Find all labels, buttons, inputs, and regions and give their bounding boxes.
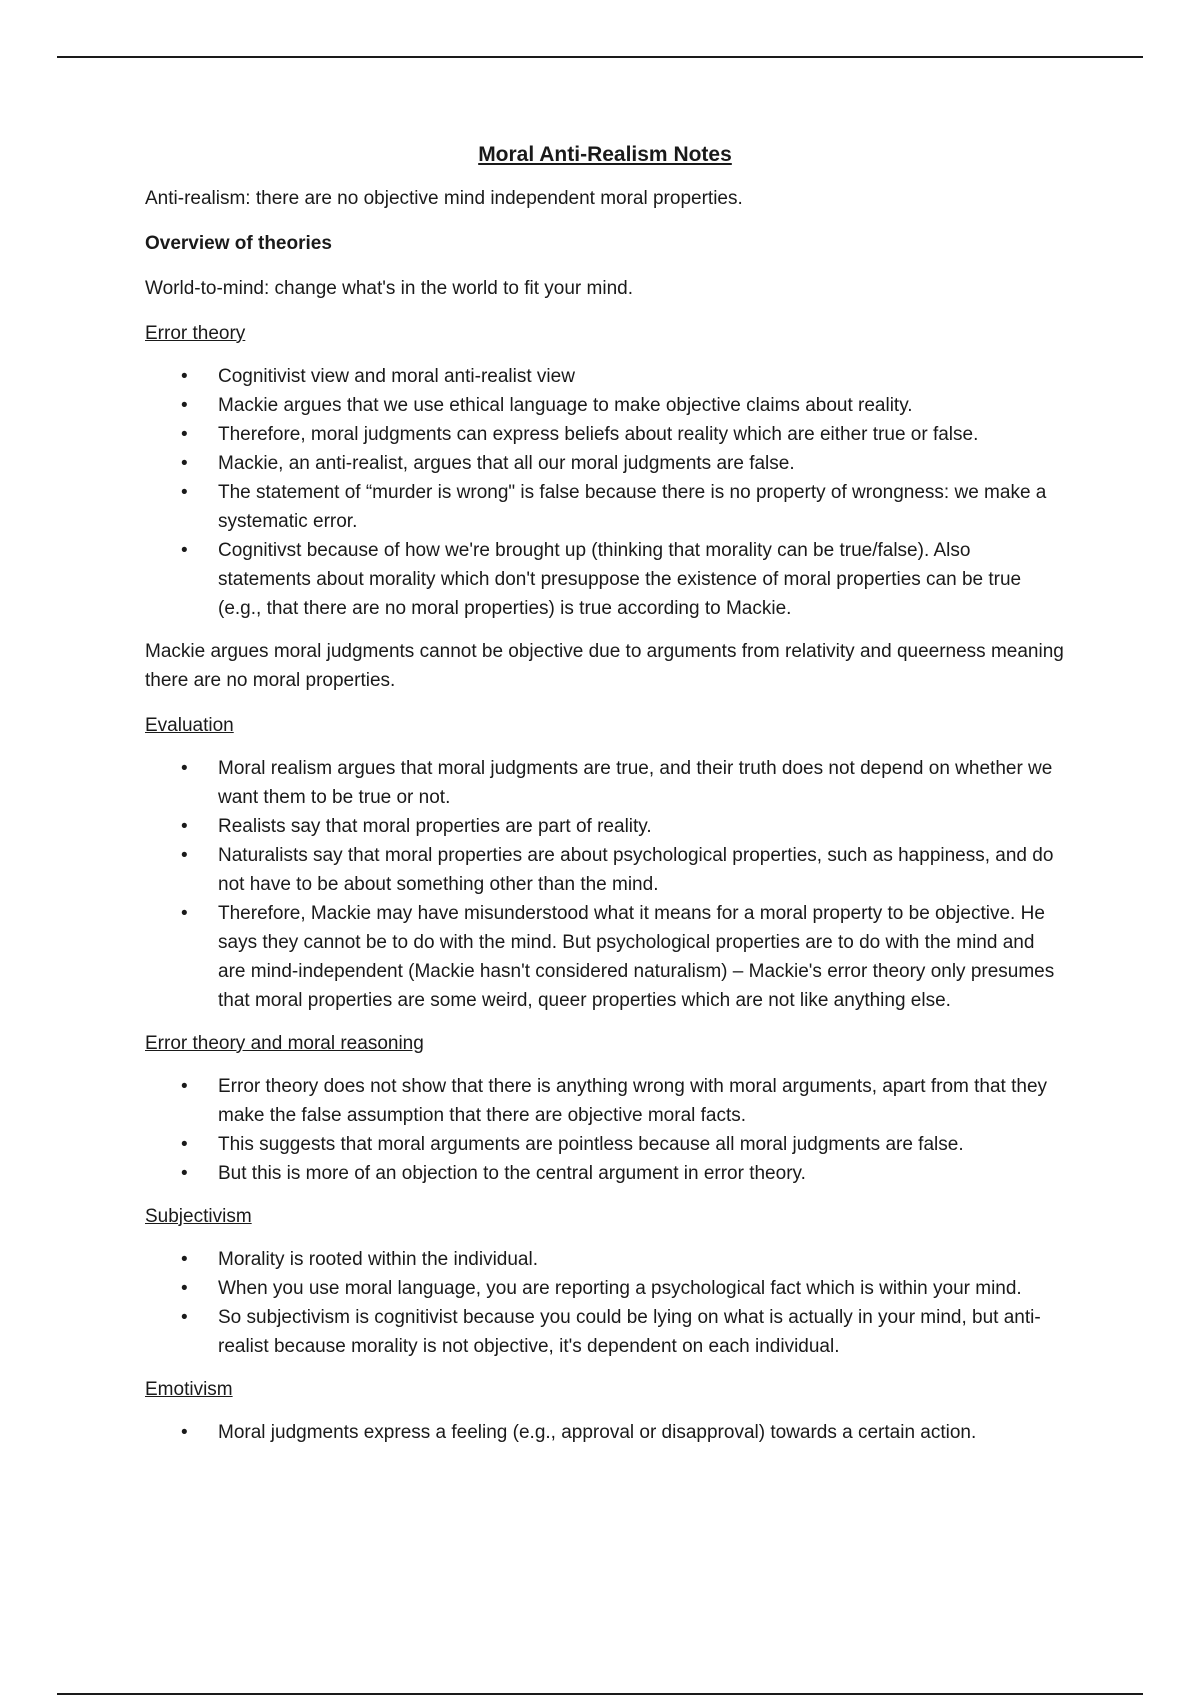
list-item: • When you use moral language, you are reporting a psychological fact which is within your mind. xyxy=(145,1274,1065,1303)
bullet-icon: • xyxy=(181,395,188,416)
list-item: • Moral judgments express a feeling (e.g., approval or disapproval) towards a certain action. xyxy=(145,1418,1065,1447)
list-item: • This suggests that moral arguments are pointless because all moral judgments are false. xyxy=(145,1130,1065,1159)
bullet-icon: • xyxy=(181,366,188,387)
section-heading-evaluation: Evaluation xyxy=(145,715,234,736)
list-item: • Error theory does not show that there is anything wrong with moral arguments, apart from that they make the false assumption that there are objective moral facts. xyxy=(145,1072,1065,1130)
list-item: • Morality is rooted within the individual. xyxy=(145,1245,1065,1274)
overview-heading: Overview of theories xyxy=(145,233,332,254)
error-theory-reasoning-list xyxy=(145,1072,1065,1188)
bullet-icon: • xyxy=(181,758,188,779)
bullet-icon: • xyxy=(181,1163,188,1184)
bullet-icon: • xyxy=(181,903,188,924)
list-item: • Cognitivist view and moral anti-realist view xyxy=(145,362,1065,391)
top-rule xyxy=(57,56,1143,58)
evaluation-list xyxy=(145,754,1065,1015)
emotivism-list xyxy=(145,1418,1065,1447)
section-heading-emotivism: Emotivism xyxy=(145,1379,233,1400)
list-item: • Naturalists say that moral properties are about psychological properties, such as happiness, and do not have to be about something other than the mind. xyxy=(145,841,1065,899)
bullet-icon: • xyxy=(181,1307,188,1328)
bullet-icon: • xyxy=(181,845,188,866)
section-heading-error-theory: Error theory xyxy=(145,323,246,344)
list-item: • Realists say that moral properties are part of reality. xyxy=(145,812,1065,841)
document-page xyxy=(145,140,1065,1461)
list-item: • But this is more of an objection to the central argument in error theory. xyxy=(145,1159,1065,1188)
mackie-argument-paragraph: Mackie argues moral judgments cannot be objective due to arguments from relativity and queerness meaning there are no moral properties. xyxy=(145,641,1064,691)
bullet-icon: • xyxy=(181,453,188,474)
bullet-icon: • xyxy=(181,1422,188,1443)
bullet-icon: • xyxy=(181,540,188,561)
section-heading-subjectivism: Subjectivism xyxy=(145,1206,252,1227)
bullet-icon: • xyxy=(181,424,188,445)
document-title: Moral Anti-Realism Notes xyxy=(478,143,732,166)
bullet-icon: • xyxy=(181,1134,188,1155)
list-item: • Mackie, an anti-realist, argues that all our moral judgments are false. xyxy=(145,449,1065,478)
bullet-icon: • xyxy=(181,1249,188,1270)
list-item: • The statement of “murder is wrong" is false because there is no property of wrongness: we make a systematic error. xyxy=(145,478,1065,536)
bottom-rule xyxy=(57,1693,1143,1695)
subjectivism-list xyxy=(145,1245,1065,1361)
list-item: • Cognitivst because of how we're brought up (thinking that morality can be true/false). Also statements about morality which don't presuppose the existence of moral properties can be true (e.g., that there are no moral properties) is true according to Mackie. xyxy=(145,536,1065,623)
bullet-icon: • xyxy=(181,1278,188,1299)
list-item: • Moral realism argues that moral judgments are true, and their truth does not depend on whether we want them to be true or not. xyxy=(145,754,1065,812)
list-item: • Therefore, moral judgments can express beliefs about reality which are either true or false. xyxy=(145,420,1065,449)
error-theory-list xyxy=(145,362,1065,623)
bullet-icon: • xyxy=(181,816,188,837)
section-heading-error-theory-moral-reasoning: Error theory and moral reasoning xyxy=(145,1033,424,1054)
bullet-icon: • xyxy=(181,482,188,503)
intro-paragraph: Anti-realism: there are no objective mind independent moral properties. xyxy=(145,188,743,209)
bullet-icon: • xyxy=(181,1076,188,1097)
world-to-mind-paragraph: World-to-mind: change what's in the world to fit your mind. xyxy=(145,278,633,299)
list-item: • Mackie argues that we use ethical language to make objective claims about reality. xyxy=(145,391,1065,420)
list-item: • So subjectivism is cognitivist because you could be lying on what is actually in your mind, but anti-realist because morality is not objective, it's dependent on each individual. xyxy=(145,1303,1065,1361)
list-item: • Therefore, Mackie may have misunderstood what it means for a moral property to be objective. He says they cannot be to do with the mind. But psychological properties are to do with the mind and are mind-independent (Mackie hasn't considered naturalism) – Mackie's error theory only presumes that moral properties are some weird, queer properties which are not like anything else. xyxy=(145,899,1065,1015)
